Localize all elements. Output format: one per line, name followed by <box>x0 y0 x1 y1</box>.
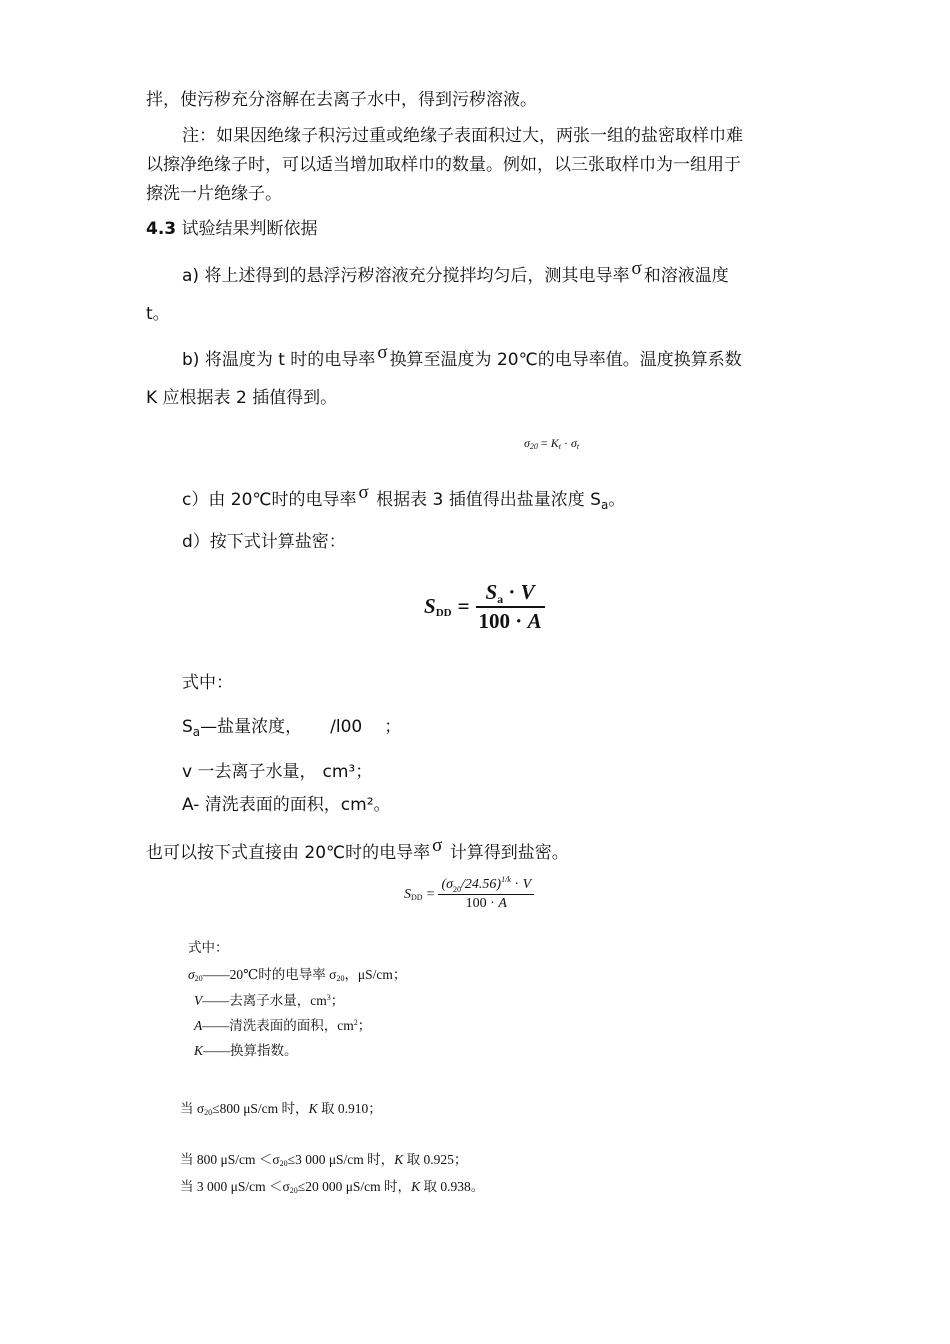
formula1-sigma-t: σ <box>570 436 577 450</box>
where2-line-a <box>194 1016 371 1036</box>
formula3-lhs <box>404 887 423 903</box>
step-c-sub: a <box>600 498 609 512</box>
formula1-k: K <box>550 436 559 450</box>
where2-l1-sym: σ <box>188 967 195 982</box>
where2-l2-end: ； <box>330 993 345 1008</box>
where2-l1-text: ——20℃时的电导率 σ <box>202 967 337 982</box>
formula2-num-dot: · <box>508 580 516 604</box>
step-b-text: b) 将温度为 t 时的电导率 <box>182 350 376 370</box>
where2-l2-sup: 3 <box>326 993 331 1002</box>
c2-pre: 当 800 μS/cm ＜σ <box>180 1152 280 1167</box>
note-line-1: 注：如果因绝缘子积污过重或绝缘子表面积过大，两张一组的盐密取样巾难 <box>182 126 743 146</box>
c3-sub: 20 <box>289 1186 298 1195</box>
formula3-num-dot: · <box>514 877 520 892</box>
condition-3 <box>180 1177 484 1197</box>
formula2-numerator <box>482 580 537 605</box>
formula2-s: S <box>424 594 436 619</box>
note-line-2: 以擦净绝缘子时，可以适当增加取样巾的数量。例如，以三张取样巾为一组用于 <box>146 155 741 175</box>
formula3-s: S <box>404 886 411 902</box>
where2-line-k <box>194 1041 298 1061</box>
step-d: d）按下式计算盐密： <box>182 532 346 552</box>
step-c-text-tail: 根据表 3 插值得出盐量浓度 S <box>376 490 601 510</box>
where2-title: 式中： <box>188 940 229 955</box>
where2-l4-text: ——换算指数。 <box>203 1043 298 1058</box>
c2-post: ≤3 000 μS/cm 时， <box>287 1152 395 1167</box>
c1-sub: 20 <box>204 1108 213 1117</box>
formula2-den-dot: · <box>515 608 523 633</box>
c3-val: 取 0.938。 <box>420 1179 485 1194</box>
formula2-num-sub: a <box>497 592 504 606</box>
formula2-den-100: 100 <box>478 608 511 633</box>
where2-line-sigma <box>188 965 406 985</box>
c1-post: ≤800 μS/cm 时， <box>212 1101 309 1116</box>
where1-sa-end: ； <box>384 717 402 737</box>
formula-salt-density <box>424 580 545 634</box>
c1-val: 取 0.910； <box>317 1101 382 1116</box>
where2-l4-sym: K <box>194 1043 204 1058</box>
formula2-den-a: A <box>527 608 542 633</box>
formula2-denominator <box>476 609 545 634</box>
formula3-num-sup: 1/k <box>501 875 511 884</box>
step-c <box>182 482 626 512</box>
c3-pre: 当 3 000 μS/cm ＜σ <box>180 1179 290 1194</box>
step-b-line-2: K 应根据表 2 插值得到。 <box>146 388 338 408</box>
where1-sa-s: S <box>182 717 193 737</box>
formula3-fraction <box>438 877 534 912</box>
where2-l1-sub: 20 <box>194 974 203 983</box>
where1-sa-sub: a <box>192 725 201 739</box>
formula3-num-sub: 20 <box>453 885 462 894</box>
where2-l2-sym: V <box>194 993 203 1008</box>
alternative-formula-intro <box>146 835 569 865</box>
sigma-symbol: σ <box>358 482 369 503</box>
condition-1 <box>180 1099 382 1119</box>
sigma-symbol: σ <box>377 342 388 363</box>
where2-l3-sup: 2 <box>353 1018 358 1027</box>
where1-sa-unit: /l00 <box>330 717 363 737</box>
step-a-text-tail: 和溶液温度 <box>643 266 729 286</box>
formula3-numerator <box>438 877 534 893</box>
section-title: 试验结果判断依据 <box>181 219 318 239</box>
where1-v-text: v 一去离子水量， <box>182 762 317 782</box>
formula-temperature-conversion <box>524 436 579 451</box>
formula3-denominator <box>463 896 510 912</box>
where1-a: A- 清洗表面的面积，cm²。 <box>182 795 391 815</box>
also-text-tail: 计算得到盐密。 <box>449 843 569 863</box>
step-a-line-1 <box>182 258 729 288</box>
formula1-eq: = <box>540 436 548 450</box>
where1-v-unit: cm³； <box>322 762 373 782</box>
formula2-fraction <box>476 580 545 634</box>
c1-pre: 当 σ <box>180 1101 205 1116</box>
paragraph-continuation: 拌，使污秽充分溶解在去离子水中，得到污秽溶液。 <box>146 90 537 110</box>
note-line-3: 擦洗一片绝缘子。 <box>146 184 282 204</box>
formula3-den-dot: · <box>490 896 495 911</box>
formula2-eq: = <box>457 594 470 619</box>
c2-sub: 20 <box>279 1159 288 1168</box>
step-c-end: 。 <box>608 490 626 510</box>
where1-title: 式中： <box>182 673 233 693</box>
where2-l3-end: ； <box>357 1018 372 1033</box>
formula3-eq: = <box>426 886 435 902</box>
formula2-lhs <box>424 594 452 619</box>
formula3-num-v: V <box>522 877 532 892</box>
formula-salt-density-direct <box>404 877 534 912</box>
formula1-sub: 20 <box>529 442 538 451</box>
section-heading <box>146 217 318 241</box>
formula1-t-sub: t <box>576 442 580 451</box>
formula1-sigma: σ <box>524 436 530 450</box>
step-c-text: c）由 20℃时的电导率 <box>182 490 357 510</box>
sigma-symbol: σ <box>631 258 642 279</box>
where1-sa <box>182 715 401 739</box>
formula3-num-mid: /24.56) <box>461 877 502 892</box>
step-a-line-2: t。 <box>146 304 170 324</box>
c3-post: ≤20 000 μS/cm 时， <box>297 1179 412 1194</box>
step-b-text-tail: 换算至温度为 20℃的电导率值。温度换算系数 <box>389 350 742 370</box>
c2-val: 取 0.925； <box>403 1152 468 1167</box>
where2-l3-sym: A <box>194 1018 203 1033</box>
formula1-k-sub: t <box>558 442 561 451</box>
where2-l3-text: ——清洗表面的面积，cm <box>202 1018 354 1033</box>
step-b-line-1 <box>182 342 742 372</box>
where2-line-v <box>194 991 344 1011</box>
where2-l2-text: ——去离子水量，cm <box>202 993 327 1008</box>
formula3-fraction-bar <box>438 894 534 895</box>
formula2-dd: DD <box>435 607 452 620</box>
condition-2 <box>180 1150 467 1170</box>
where1-v <box>182 760 372 784</box>
formula3-den-a: A <box>498 896 507 911</box>
step-a-text: a) 将上述得到的悬浮污秽溶液充分搅拌均匀后，测其电导率 <box>182 266 630 286</box>
where1-sa-text: —盐量浓度， <box>200 717 303 737</box>
c1-k: K <box>308 1101 318 1116</box>
c2-k: K <box>394 1152 404 1167</box>
section-number: 4.3 <box>146 219 177 239</box>
where2-l1-unit: ，μS/cm； <box>344 967 407 982</box>
formula2-num-s: S <box>485 580 498 604</box>
formula3-dd: DD <box>411 892 423 902</box>
also-text: 也可以按下式直接由 20℃时的电导率 <box>146 843 431 863</box>
formula3-den-100: 100 <box>465 896 487 911</box>
formula1-dot: · <box>563 436 568 450</box>
where2-l1-sub2: 20 <box>336 974 345 983</box>
sigma-symbol: σ <box>432 835 443 856</box>
formula3-num-open: (σ <box>441 877 454 892</box>
formula2-fraction-bar <box>476 606 545 608</box>
c3-k: K <box>411 1179 421 1194</box>
formula2-num-v: V <box>520 580 535 604</box>
